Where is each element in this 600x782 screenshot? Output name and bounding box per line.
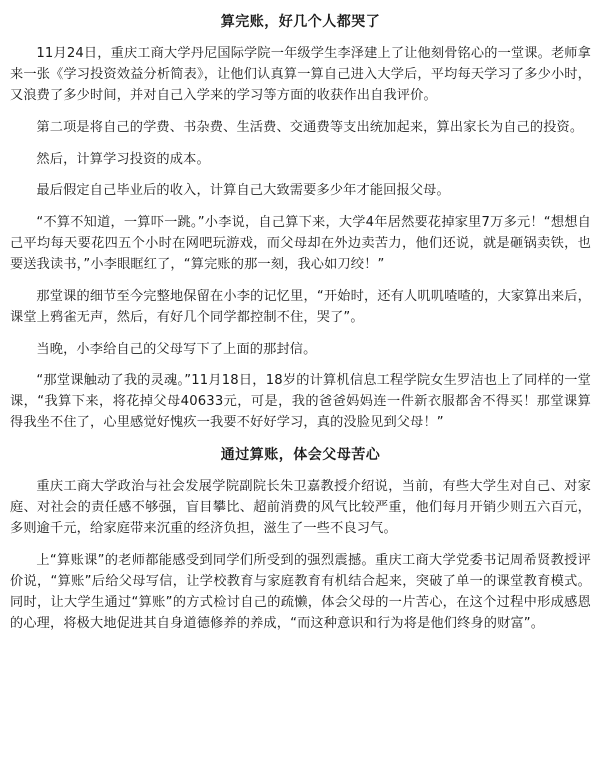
paragraph-1-5: “不算不知道，一算吓一跳。”小李说，自己算下来，大学4年居然要花掉家里7万多元！“想想自己平均每天要花四五个小时在网吧玩游戏，而父母却在外边卖苦力，他们还说，就是砸锅卖铁，也要送我读书，”小李眼眶红了，“算完账的那一刻，我心如刀绞！” [10,215,591,272]
paragraph-1-6: 那堂课的细节至今完整地保留在小李的记忆里，“开始时，还有人叽叽喳喳的，大家算出来后，课堂上鸦雀无声，然后，有好几个同学都控制不住，哭了”。 [10,289,591,325]
section-heading-1: 算完账，好几个人都哭了 [220,14,381,30]
section-heading-2: 通过算账，体会父母苦心 [220,447,381,463]
paragraph-1-4: 最后假定自己毕业后的收入，计算自己大致需要多少年才能回报父母。 [36,183,450,198]
paragraph-1-3: 然后，计算学习投资的成本。 [36,152,210,167]
paragraph-1-1: 11月24日，重庆工商大学丹尼国际学院一年级学生李泽建上了让他刻骨铭心的一堂课。老师拿来一张《学习投资效益分析简表》，让他们认真算一算自己进入大学后，平均每天学习了多少小时，又浪费了多少时间，并对自己入学来的学习等方面的收获作出自我评价。 [10,46,591,103]
paragraph-1-7: 当晚，小李给自己的父母写下了上面的那封信。 [36,342,317,357]
paragraph-1-8: “那堂课触动了我的灵魂。”11月18日，18岁的计算机信息工程学院女生罗洁也上了同样的一堂课，“我算下来，将花掉父母40633元，可是，我的爸爸妈妈连一件新衣服都舍不得买！那堂课算得我坐不住了，心里感觉好愧疚一我要不好好学习，真的没脸见到父母！” [10,373,591,430]
paragraph-1-2: 第二项是将自己的学费、书杂费、生活费、交通费等支出统加起来，算出家长为自己的投资。 [36,120,584,135]
paragraph-2-2: 上“算账课”的老师都能感受到同学们所受到的强烈震撼。重庆工商大学党委书记周希贤教授评价说，“算账”后给父母写信，让学校教育与家庭教育有机结合起来，突破了单一的课堂教育模式。同时，让大学生通过“算账”的方式检讨自己的疏懒，体会父母的一片苦心，在这个过程中形成感恩的心理，将极大地促进其自身道德修养的养成，“而这种意识和行为将是他们终身的财富”。 [10,553,591,631]
paragraph-2-1: 重庆工商大学政治与社会发展学院副院长朱卫嘉教授介绍说，当前，有些大学生对自己、对家庭、对社会的责任感不够强，盲目攀比、超前消费的风气比较严重，他们每月开销少则五六百元，多则逾千元，给家庭带来沉重的经济负担，滋生了一些不良习气。 [10,479,591,536]
